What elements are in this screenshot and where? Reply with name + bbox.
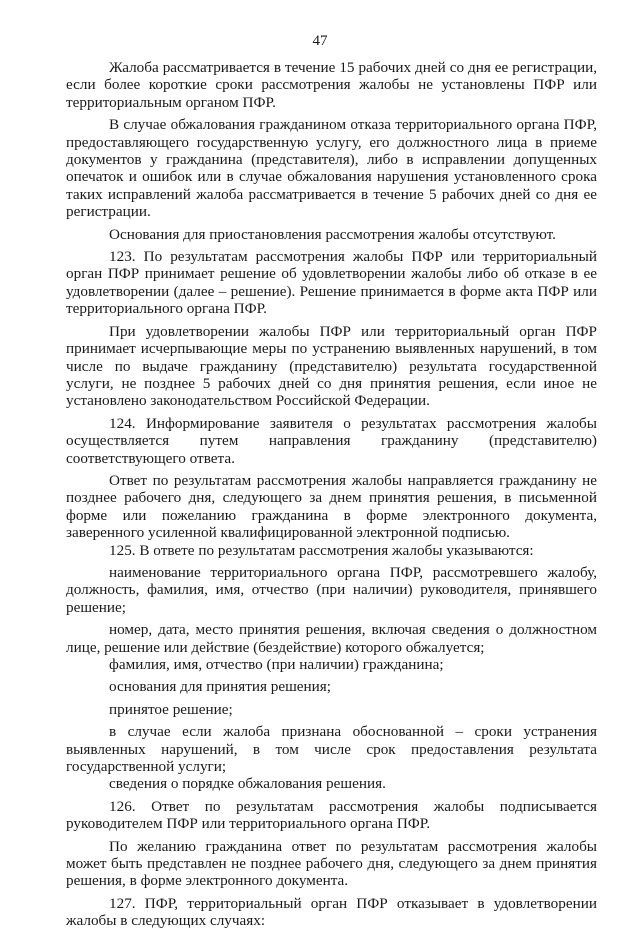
list-item: принятое решение; [109,700,233,718]
paragraph: 124. Информирование заявителя о результатах рассмотрения жалобы осуществляется путем направления гражданину (представителю) соответствующего ответа. [66,414,597,467]
list-item: сведения о порядке обжалования решения. [109,775,386,793]
paragraph: При удовлетворении жалобы ПФР или территориальный орган ПФР принимает исчерпывающие меры по устранению выявленных нарушений, в том числе по выдаче гражданину (представителю) результата государственной услуги, не позднее 5 рабочих дней со дня принятия решения, если иное не установлено законодательством Российской Федерации. [66,322,597,410]
paragraph: Ответ по результатам рассмотрения жалобы направляется гражданину не позднее рабочего дня, следующего за днем принятия решения, в письменной форме или пожеланию гражданина в форме электронного документа, заверенного усиленной квалифицированной электронной подписью. [66,471,597,542]
list-item: в случае если жалоба признана обоснованной – сроки устранения выявленных нарушений, в том числе срок предоставления результата государственной услуги; [66,723,597,776]
paragraph: По желанию гражданина ответ по результатам рассмотрения жалобы может быть представлен не позднее рабочего дня, следующего за днем принятия решения, в форме электронного документа. [66,837,597,890]
list-item: наименование территориального органа ПФР, рассмотревшего жалобу, должность, фамилия, имя, отчество (при наличии) руководителя, принявшего решение; [66,563,597,616]
document-body [66,59,597,930]
paragraph: 127. ПФР, территориальный орган ПФР отказывает в удовлетворении жалобы в следующих случаях: [66,894,597,930]
paragraph: В случае обжалования гражданином отказа территориального органа ПФР, предоставляющего государственную услугу, его должностного лица в приеме документов у гражданина (представителя), либо в исправлении допущенных опечаток и ошибок или в случае обжалования нарушения установленного срока таких исправлений жалоба рассматривается в течение 5 рабочих дней со дня ее регистрации. [66,116,597,221]
paragraph: 123. По результатам рассмотрения жалобы ПФР или территориальный орган ПФР принимает решение об удовлетворении жалобы либо об отказе в ее удовлетворении (далее – решение). Решение принимается в форме акта ПФР или территориального органа ПФР. [66,248,597,318]
list-item: фамилия, имя, отчество (при наличии) гражданина; [109,656,444,673]
list-item: основания для принятия решения; [109,678,332,696]
page-number: 47 [312,33,328,49]
paragraph: Жалоба рассматривается в течение 15 рабочих дней со дня ее регистрации, если более короткие сроки рассмотрения жалобы не установлены ПФР или территориальным органом ПФР. [66,59,597,111]
list-item: номер, дата, место принятия решения, включая сведения о должностном лице, решение или действие (бездействие) которого обжалуется; [66,621,597,656]
paragraph: Основания для приостановления рассмотрения жалобы отсутствуют. [109,225,556,243]
paragraph: 126. Ответ по результатам рассмотрения жалобы подписывается руководителем ПФР или территориального органа ПФР. [66,797,597,833]
paragraph: 125. В ответе по результатам рассмотрения жалобы указываются: [109,541,534,559]
